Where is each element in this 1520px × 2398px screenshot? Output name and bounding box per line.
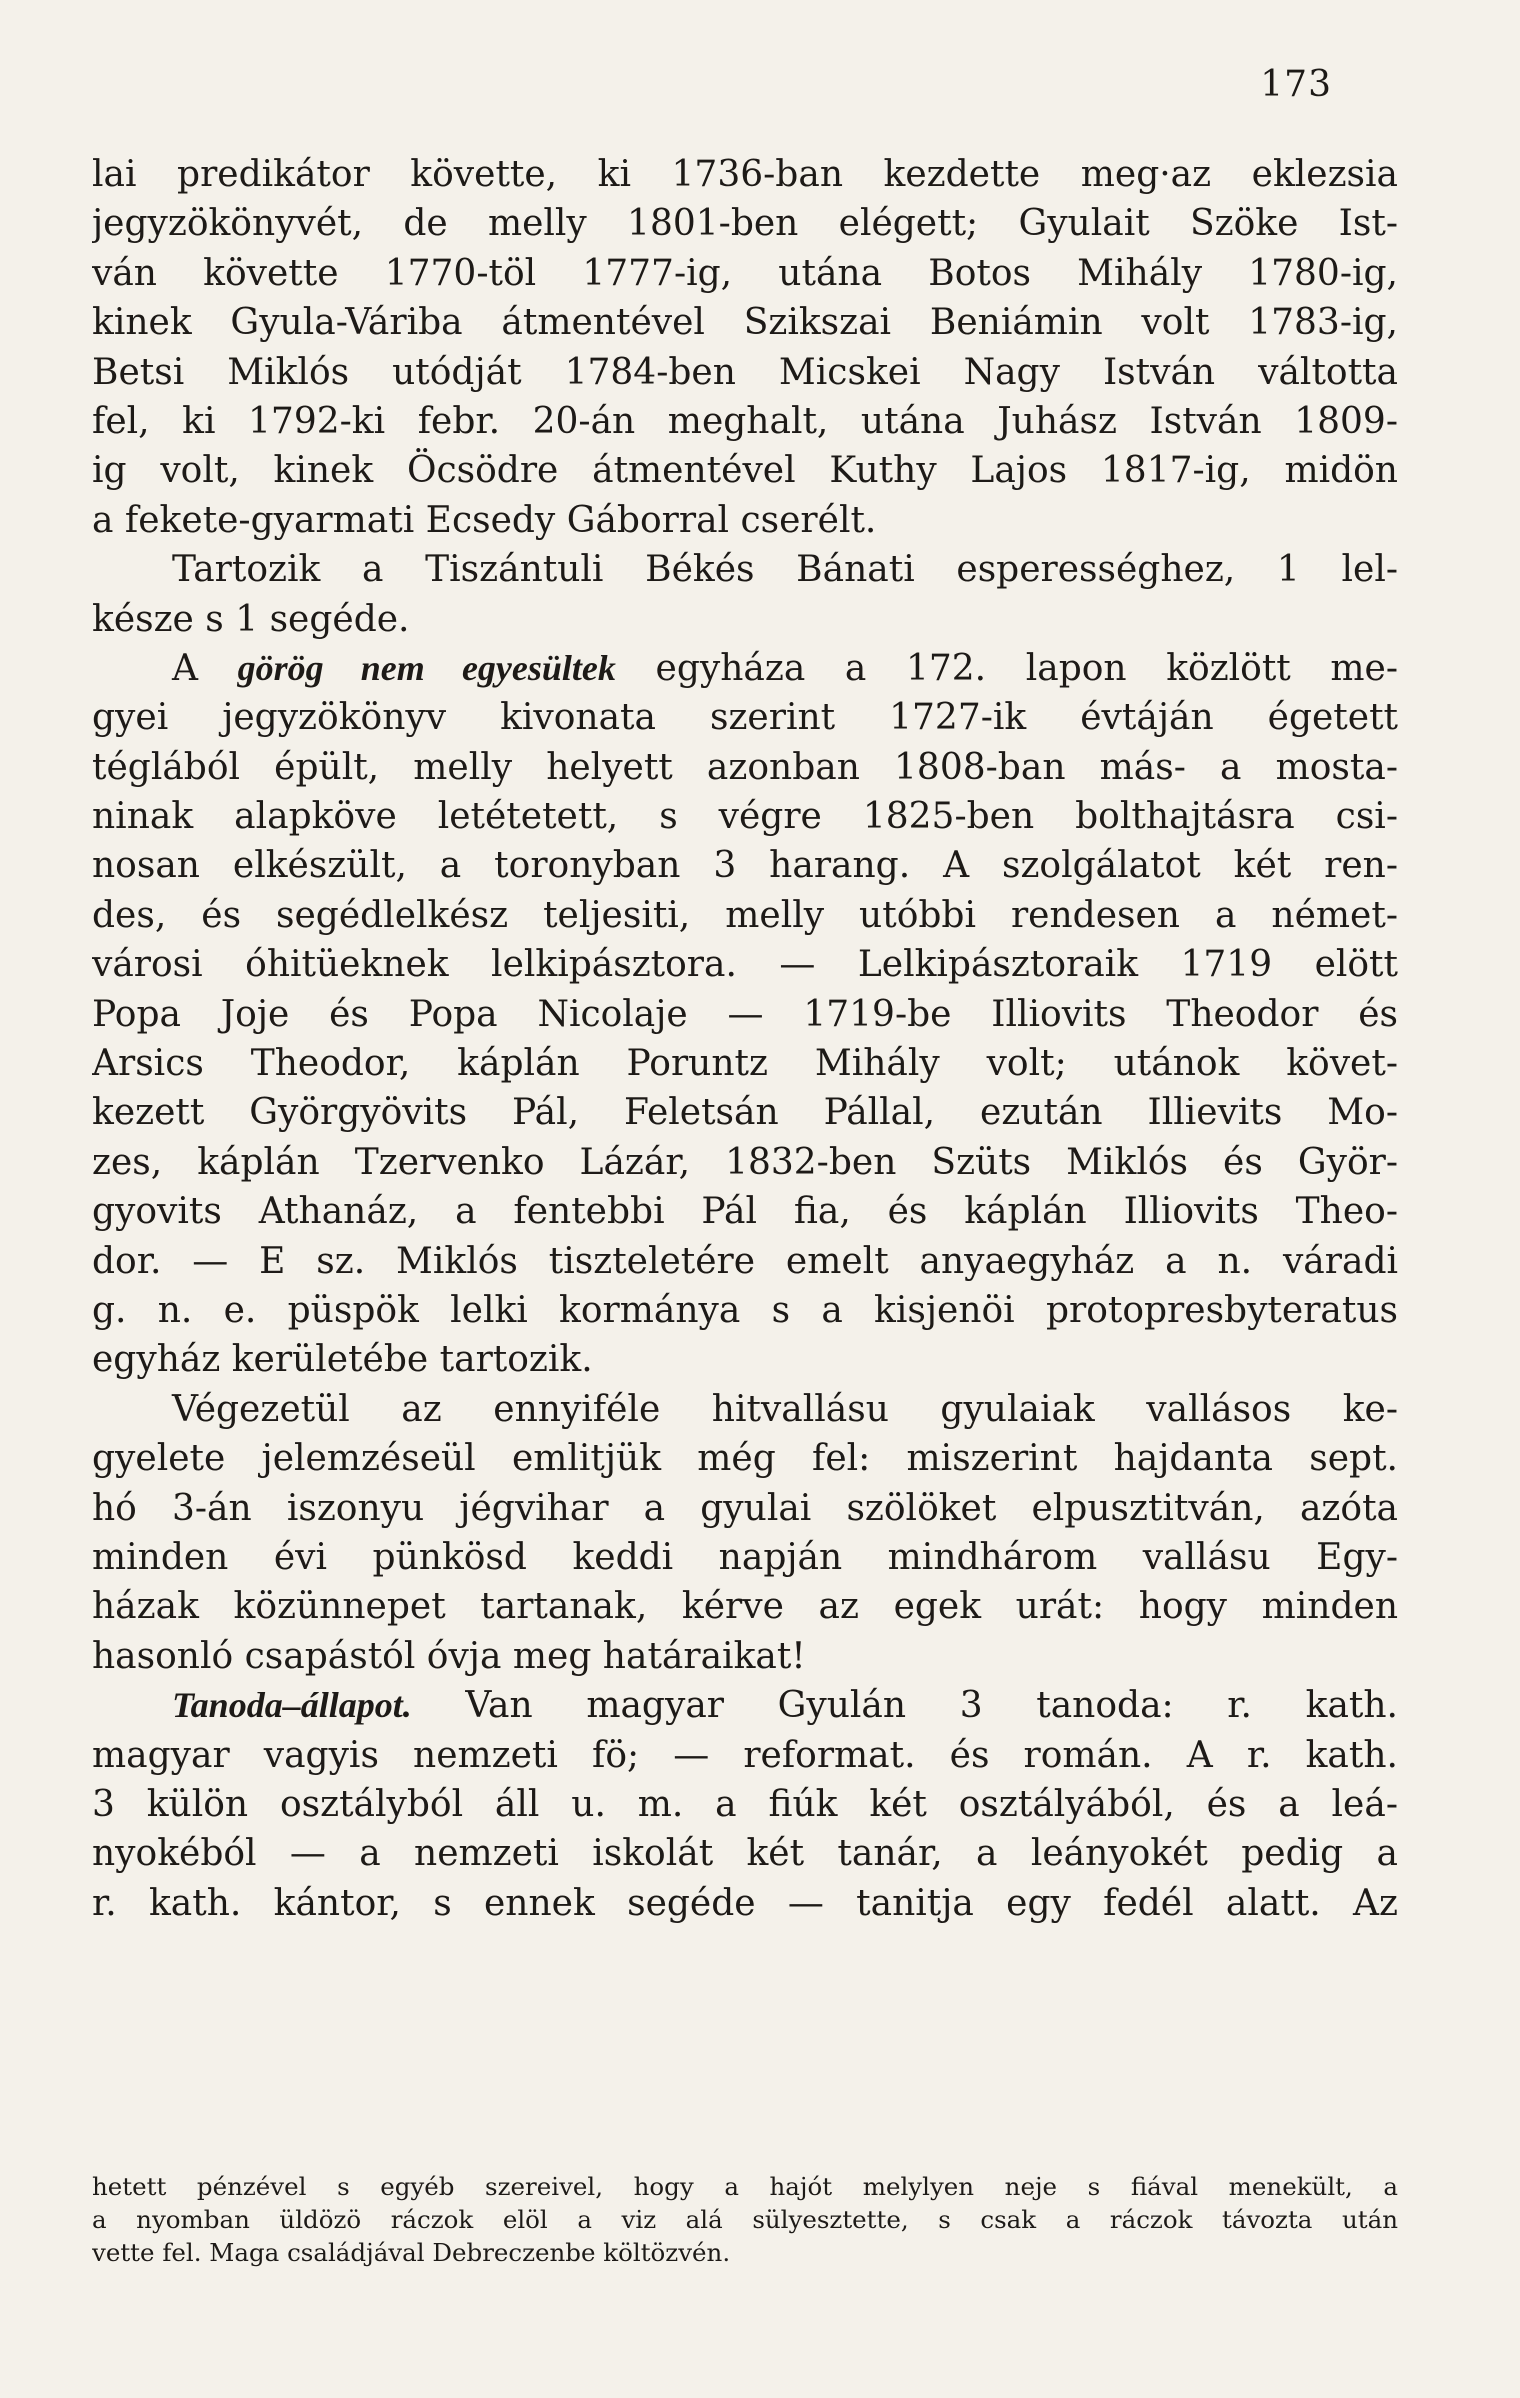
- footnote: [92, 2170, 1398, 2269]
- italic-heading: görög nem egyesültek: [237, 647, 616, 688]
- text-line: jegyzökönyvét, de melly 1801-ben elégett; Gyulait Szöke Ist-: [92, 203, 1398, 245]
- text-line: késze s 1 segéde.: [92, 598, 410, 640]
- paragraph-lead: A: [172, 647, 198, 689]
- text-line: Végezetül az ennyiféle hitvallásu gyulaiak vallásos ke-: [172, 1388, 1398, 1430]
- footnote-line: hetett pénzével s egyéb szereivel, hogy a hajót melylyen neje s fiával menekült, a: [92, 2172, 1398, 2201]
- text-line: városi óhitüeknek lelkipásztora. — Lelkipásztoraik 1719 elött: [92, 944, 1398, 986]
- text-fragment: egyháza a 172. lapon közlött me-: [655, 647, 1398, 689]
- text-line: téglából épült, melly helyett azonban 1808-ban más- a mosta-: [92, 746, 1398, 788]
- text-line: kinek Gyula-Váriba átmentével Szikszai Beniámin volt 1783-ig,: [92, 302, 1398, 344]
- text-line: [92, 644, 1398, 693]
- text-line: ninak alapköve letétetett, s végre 1825-ben bolthajtásra csi-: [92, 796, 1398, 838]
- text-line: minden évi pünkösd keddi napján mindhárom vallásu Egy-: [92, 1536, 1398, 1578]
- text-line: nyokéból — a nemzeti iskolát két tanár, a leányokét pedig a: [92, 1833, 1398, 1875]
- text-line: magyar vagyis nemzeti fö; — reformat. és román. A r. kath.: [92, 1734, 1398, 1776]
- body-text: [92, 150, 1398, 1928]
- text-line: lai predikátor követte, ki 1736-ban kezdette meg·az eklezsia: [92, 154, 1398, 195]
- page-number: 173: [1260, 64, 1332, 105]
- text-line: a fekete-gyarmati Ecsedy Gáborral cserélt.: [92, 499, 877, 541]
- text-line: gyei jegyzökönyv kivonata szerint 1727-ik évtáján égetett: [92, 697, 1398, 739]
- text-line: des, és segédlelkész teljesiti, melly utóbbi rendesen a német-: [92, 894, 1398, 936]
- text-line: gyovits Athanáz, a fentebbi Pál fia, és káplán Illiovits Theo-: [92, 1191, 1398, 1233]
- footnote-line: vette fel. Maga családjával Debreczenbe költözvén.: [92, 2238, 731, 2267]
- text-line: hó 3-án iszonyu jégvihar a gyulai szölöket elpusztitván, azóta: [92, 1487, 1398, 1529]
- text-line: dor. — E sz. Miklós tiszteletére emelt anyaegyház a n. váradi: [92, 1240, 1398, 1282]
- text-line: g. n. e. püspök lelki kormánya s a kisjenöi protopresbyteratus: [92, 1289, 1398, 1331]
- text-line: ván követte 1770-töl 1777-ig, utána Botos Mihály 1780-ig,: [92, 252, 1398, 294]
- text-line: egyház kerületébe tartozik.: [92, 1339, 593, 1381]
- text-line: fel, ki 1792-ki febr. 20-án meghalt, utána Juhász István 1809-: [92, 400, 1398, 442]
- text-line: gyelete jelemzéseül emlitjük még fel: miszerint hajdanta sept.: [92, 1438, 1398, 1480]
- text-line: zes, káplán Tzervenko Lázár, 1832-ben Szüts Miklós és Györ-: [92, 1141, 1398, 1183]
- text-line: Tartozik a Tiszántuli Békés Bánati esperességhez, 1 lel-: [172, 549, 1398, 591]
- text-line: Arsics Theodor, káplán Poruntz Mihály volt; utánok követ-: [92, 1043, 1398, 1085]
- text-line: 3 külön osztályból áll u. m. a fiúk két osztályából, és a leá-: [92, 1783, 1398, 1825]
- text-line: Popa Joje és Popa Nicolaje — 1719-be Illiovits Theodor és: [92, 993, 1398, 1035]
- text-line: Betsi Miklós utódját 1784-ben Micskei Nagy István váltotta: [92, 351, 1398, 393]
- text-line: hasonló csapástól óvja meg határaikat!: [92, 1635, 806, 1677]
- footnote-line: a nyomban üldözö ráczok elöl a viz alá sülyesztette, s csak a ráczok távozta után: [92, 2205, 1398, 2234]
- italic-heading: Tanoda–állapot.: [172, 1685, 412, 1726]
- text-line: nosan elkészült, a toronyban 3 harang. A szolgálatot két ren-: [92, 845, 1398, 887]
- text-line: kezett Györgyövits Pál, Feletsán Pállal, ezután Illievits Mo-: [92, 1092, 1398, 1134]
- text-fragment: Van magyar Gyulán 3 tanoda: r. kath.: [465, 1685, 1398, 1727]
- text-line: házak közünnepet tartanak, kérve az egek urát: hogy minden: [92, 1586, 1398, 1628]
- text-line: r. kath. kántor, s ennek segéde — tanitja egy fedél alatt. Az: [92, 1882, 1398, 1924]
- text-line: ig volt, kinek Öcsödre átmentével Kuthy Lajos 1817-ig, midön: [92, 450, 1398, 492]
- text-line: [92, 1681, 1398, 1730]
